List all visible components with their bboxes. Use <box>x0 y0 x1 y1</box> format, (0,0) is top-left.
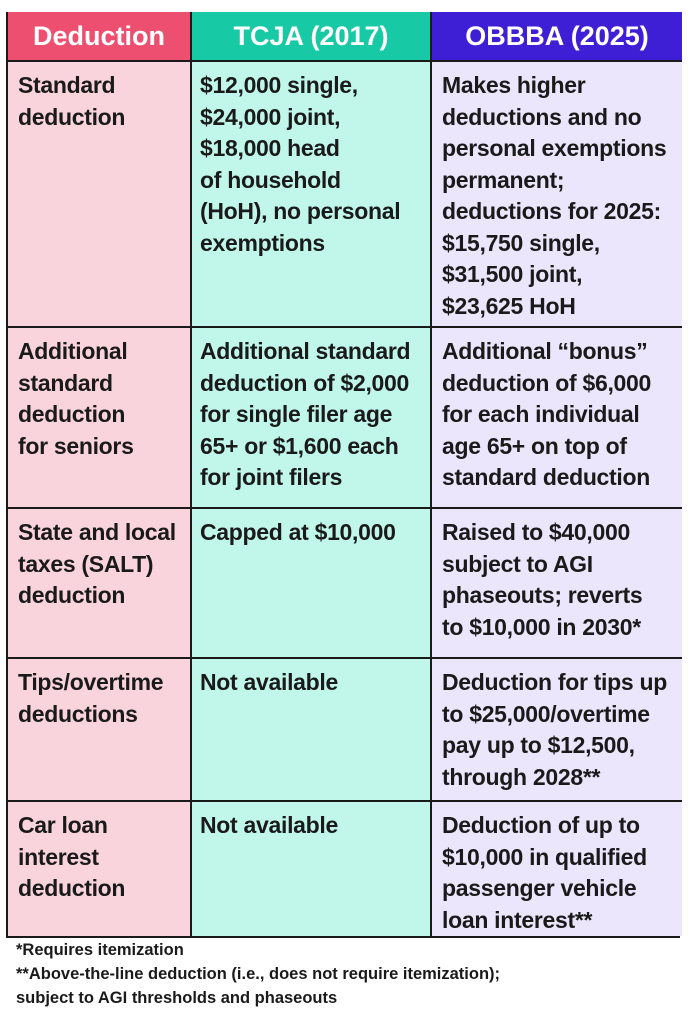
cell-line: State and local <box>18 519 176 545</box>
cell-line: Standard <box>18 72 116 98</box>
row-tips-overtime-label <box>8 657 192 800</box>
header-obbba: OBBBA (2025) <box>432 12 682 60</box>
cell-line: $31,500 joint, <box>442 261 583 287</box>
row-tips-overtime-obbba <box>432 657 682 800</box>
cell-line: deduction <box>18 582 126 608</box>
cell-line: 65+ or $1,600 each <box>200 432 399 459</box>
cell-line: deduction of $6,000 <box>442 369 652 396</box>
row-car-loan-tcja <box>192 800 432 936</box>
row-seniors-tcja <box>192 326 432 507</box>
cell-line: to $10,000 in 2030* <box>442 613 641 640</box>
cell-line: Not available <box>200 812 338 838</box>
cell-line: pay up to $12,500, <box>442 732 635 758</box>
cell-line: of household <box>200 166 341 193</box>
cell-line: personal exemptions <box>442 135 667 161</box>
cell-line: for each individual <box>442 401 640 427</box>
row-salt-label <box>8 507 192 657</box>
cell-line: Car loan <box>18 812 108 838</box>
row-car-loan-label <box>8 800 192 936</box>
cell-line: age 65+ on top of <box>442 432 627 459</box>
cell-line: Additional standard <box>200 338 411 364</box>
cell-line: through 2028** <box>442 763 601 790</box>
cell-line: permanent; <box>442 166 565 193</box>
cell-line: $12,000 single, <box>200 72 358 98</box>
cell-line: deductions and no <box>442 103 642 130</box>
cell-line: phaseouts; reverts <box>442 582 643 608</box>
row-car-loan-obbba <box>432 800 682 936</box>
cell-line: Deduction of up to <box>442 812 640 838</box>
cell-line: deductions <box>18 700 138 727</box>
cell-line: Capped at $10,000 <box>200 519 396 545</box>
cell-line: (HoH), no personal <box>200 198 401 224</box>
cell-line: deduction <box>18 103 126 130</box>
cell-line: deductions for 2025: <box>442 198 661 224</box>
cell-line: for joint filers <box>200 464 343 490</box>
cell-line: exemptions <box>200 229 325 256</box>
cell-line: loan interest** <box>442 906 593 933</box>
cell-line: Raised to $40,000 <box>442 519 630 545</box>
row-standard-deduction-label <box>8 60 192 326</box>
cell-line: interest <box>18 843 99 870</box>
cell-line: $23,625 HoH <box>442 292 576 319</box>
cell-line: Tips/overtime <box>18 669 164 695</box>
cell-line: taxes (SALT) <box>18 550 154 577</box>
row-standard-deduction-tcja <box>192 60 432 326</box>
cell-line: to $25,000/overtime <box>442 700 650 727</box>
row-seniors-label <box>8 326 192 507</box>
cell-line: passenger vehicle <box>442 875 637 901</box>
row-seniors-obbba <box>432 326 682 507</box>
cell-line: deduction of $2,000 <box>200 369 410 396</box>
cell-line: Not available <box>200 669 338 695</box>
cell-line: $15,750 single, <box>442 229 600 256</box>
cell-line: standard <box>18 369 113 396</box>
header-tcja: TCJA (2017) <box>192 12 432 60</box>
footnote-thresholds: subject to AGI thresholds and phaseouts <box>16 989 338 1007</box>
cell-line: Makes higher <box>442 72 586 98</box>
cell-line: $10,000 in qualified <box>442 843 647 870</box>
deductions-table <box>6 12 680 938</box>
cell-line: Additional <box>18 338 128 364</box>
cell-line: deduction <box>18 401 126 427</box>
cell-line: deduction <box>18 875 126 901</box>
cell-line: for single filer age <box>200 401 393 427</box>
cell-line: $24,000 joint, <box>200 103 341 130</box>
footnote-above-the-line: **Above-the-line deduction (i.e., does not require itemization); <box>16 965 501 983</box>
cell-line: Additional “bonus” <box>442 338 648 364</box>
footnote-itemization: *Requires itemization <box>16 941 184 959</box>
cell-line: standard deduction <box>442 464 651 490</box>
row-standard-deduction-obbba <box>432 60 682 326</box>
cell-line: $18,000 head <box>200 135 340 161</box>
cell-line: Deduction for tips up <box>442 669 667 695</box>
cell-line: for seniors <box>18 432 134 459</box>
header-deduction: Deduction <box>8 12 192 60</box>
cell-line: subject to AGI <box>442 550 593 577</box>
row-salt-obbba <box>432 507 682 657</box>
row-salt-tcja <box>192 507 432 657</box>
row-tips-overtime-tcja <box>192 657 432 800</box>
footnotes <box>16 938 676 1010</box>
